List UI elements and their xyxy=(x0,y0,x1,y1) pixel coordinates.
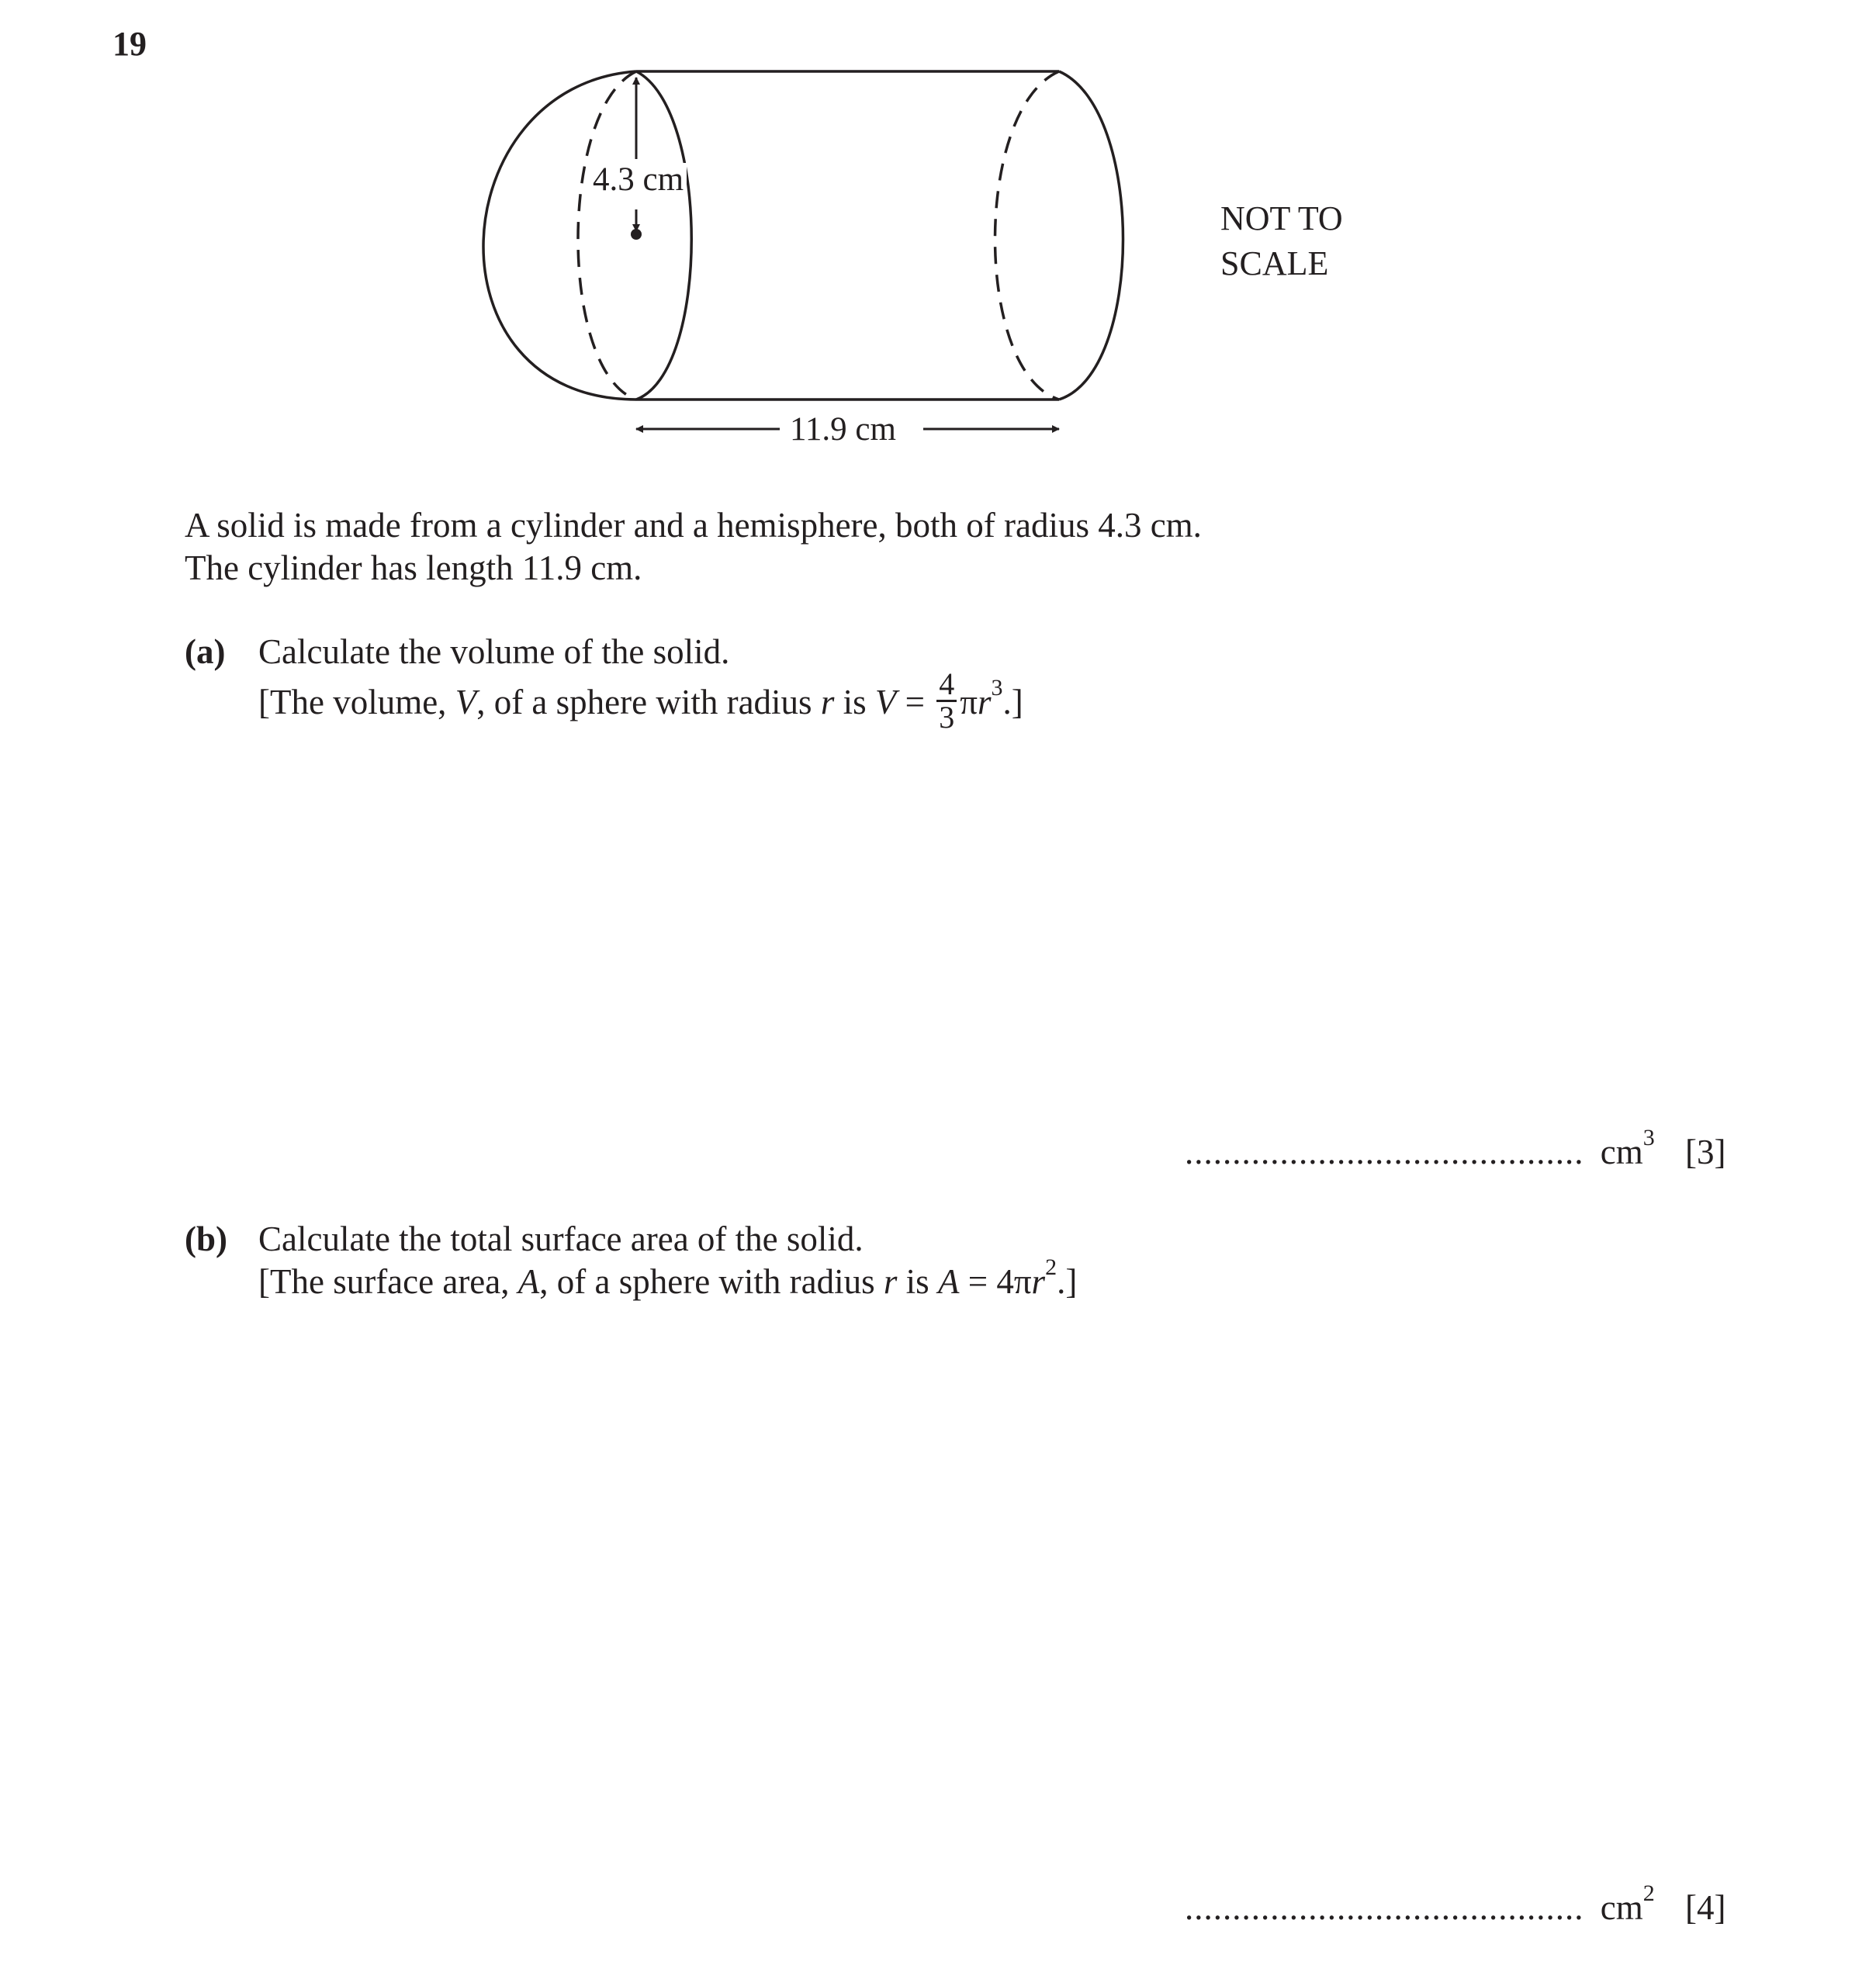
intro-text xyxy=(185,504,1202,590)
hint-var-a: A xyxy=(517,1262,540,1301)
hint-eq-v: V xyxy=(874,682,897,721)
part-a-unit xyxy=(1600,1125,1655,1171)
part-b-answer-line xyxy=(1185,1880,1726,1929)
hint-equals: = 4π xyxy=(959,1262,1032,1301)
hint-mid: , of a sphere with radius xyxy=(476,682,821,721)
part-a-answer-line xyxy=(1185,1125,1726,1174)
part-b-unit xyxy=(1600,1880,1655,1927)
radius-label: 4.3 cm xyxy=(590,163,687,196)
cylinder-left-edge xyxy=(636,71,691,400)
hint-is: is xyxy=(834,682,875,721)
hint-var-r: r xyxy=(883,1262,898,1301)
hint-prefix: [The surface area, xyxy=(258,1262,518,1301)
part-a-label: (a) xyxy=(185,632,226,671)
part-b-hint xyxy=(258,1254,1078,1303)
cylinder-hemisphere-diagram xyxy=(0,0,1876,496)
fraction-numerator: 4 xyxy=(936,669,957,702)
intro-line-1: A solid is made from a cylinder and a hemisphere, both of radius 4.3 cm. xyxy=(185,506,1202,545)
hint-var-v: V xyxy=(455,682,477,721)
part-b-label: (b) xyxy=(185,1220,227,1258)
hemisphere-arc xyxy=(483,71,636,400)
part-b-answer-input[interactable]: .......................................... xyxy=(1185,1888,1584,1927)
length-label: 11.9 cm xyxy=(790,411,896,448)
hint-is: is xyxy=(897,1262,938,1301)
cylinder-right-edge xyxy=(1059,71,1123,400)
hint-suffix: .] xyxy=(1002,682,1023,721)
part-a-unit-text: cm xyxy=(1600,1133,1643,1171)
fraction-four-thirds xyxy=(936,666,957,735)
hint-eq-a: A xyxy=(937,1262,960,1301)
part-b-instruction: Calculate the total surface area of the solid. xyxy=(258,1220,864,1258)
hint-exponent: 3 xyxy=(991,674,1003,701)
part-a-marks: [3] xyxy=(1684,1133,1726,1171)
part-b-unit-text: cm xyxy=(1600,1888,1643,1927)
part-a-instruction: Calculate the volume of the solid. xyxy=(258,632,730,671)
fraction-denominator: 3 xyxy=(939,700,955,735)
hint-suffix: .] xyxy=(1057,1262,1078,1301)
hint-equals: = xyxy=(896,682,934,721)
hint-pi: π xyxy=(960,682,978,721)
part-a-answer-input[interactable]: .......................................... xyxy=(1185,1133,1584,1171)
hint-r: r xyxy=(977,682,992,721)
part-b-marks: [4] xyxy=(1684,1888,1726,1927)
center-point xyxy=(631,229,642,240)
hemisphere-dashed-edge xyxy=(578,71,636,400)
part-a-unit-exponent: 3 xyxy=(1642,1125,1655,1150)
question-number: 19 xyxy=(112,25,147,63)
hint-prefix: [The volume, xyxy=(258,682,455,721)
cylinder-right-dashed xyxy=(995,71,1060,400)
not-to-scale-note xyxy=(1220,196,1343,286)
not-to-scale-line2: SCALE xyxy=(1220,244,1329,282)
hint-exponent: 2 xyxy=(1045,1254,1057,1280)
part-a-hint xyxy=(258,666,1023,738)
not-to-scale-line1: NOT TO xyxy=(1220,199,1343,237)
hint-var-r: r xyxy=(820,682,835,721)
part-b-text xyxy=(258,1218,1077,1303)
part-b-unit-exponent: 2 xyxy=(1642,1880,1655,1906)
intro-line-2: The cylinder has length 11.9 cm. xyxy=(185,548,642,587)
hint-r: r xyxy=(1031,1262,1046,1301)
hint-mid: , of a sphere with radius xyxy=(539,1262,884,1301)
part-a-text xyxy=(258,631,1023,738)
